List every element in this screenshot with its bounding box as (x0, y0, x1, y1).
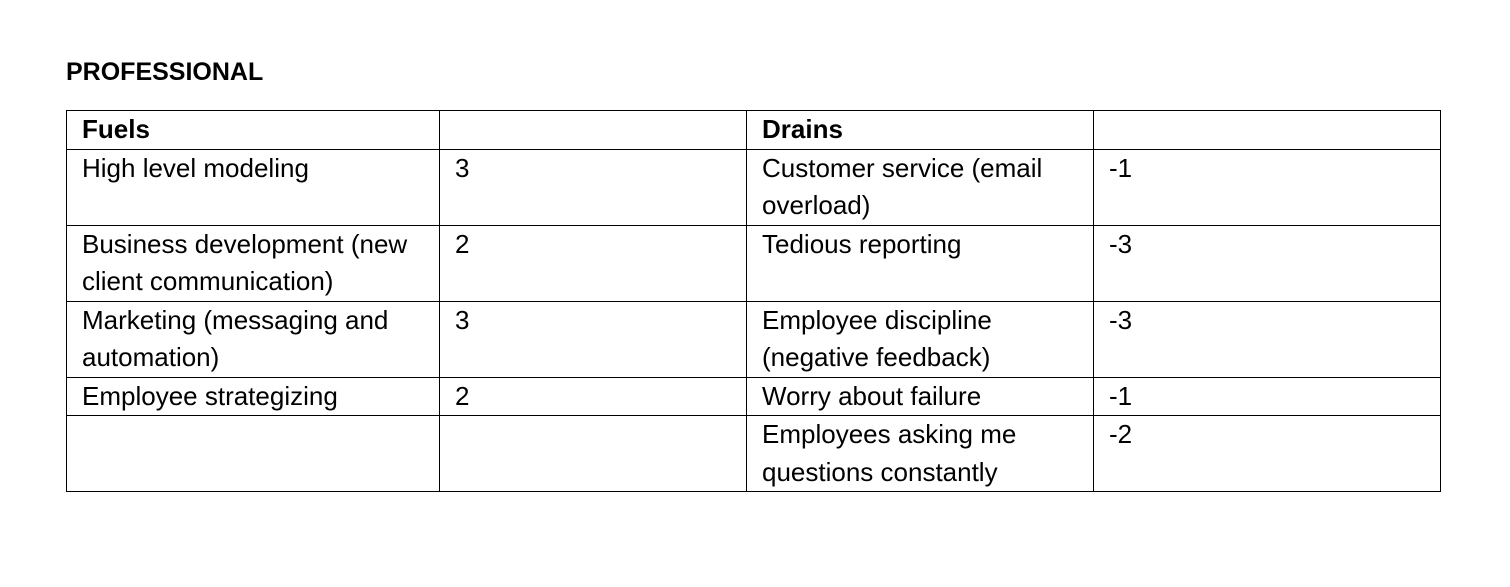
drain-cell: Customer service (email overload) (747, 149, 1094, 225)
fuel-score-cell: 2 (440, 225, 747, 301)
drains-header: Drains (747, 111, 1094, 150)
drain-cell: Employee discipline (negative feedback) (747, 301, 1094, 377)
fuel-cell: Employee strategizing (67, 377, 440, 416)
table-row (67, 301, 1441, 377)
drain-cell: Tedious reporting (747, 225, 1094, 301)
drain-score-cell: -1 (1094, 149, 1441, 225)
drain-cell: Employees asking me questions constantly (747, 416, 1094, 492)
fuels-header: Fuels (67, 111, 440, 150)
table-header-row (67, 111, 1441, 150)
table-row (67, 225, 1441, 301)
drain-cell: Worry about failure (747, 377, 1094, 416)
fuel-score-cell: 2 (440, 377, 747, 416)
fuel-cell: Marketing (messaging and automation) (67, 301, 440, 377)
fuel-score-cell (440, 416, 747, 492)
drain-score-cell: -1 (1094, 377, 1441, 416)
table-row (67, 377, 1441, 416)
drain-score-cell: -3 (1094, 301, 1441, 377)
table-row (67, 149, 1441, 225)
drain-score-cell: -3 (1094, 225, 1441, 301)
fuel-cell: Business development (new client communication) (67, 225, 440, 301)
fuels-drains-table (66, 110, 1441, 492)
fuel-cell: High level modeling (67, 149, 440, 225)
fuels-score-header (440, 111, 747, 150)
drains-score-header (1094, 111, 1441, 150)
drain-score-cell: -2 (1094, 416, 1441, 492)
fuel-cell (67, 416, 440, 492)
fuel-score-cell: 3 (440, 149, 747, 225)
table-row (67, 416, 1441, 492)
section-title: PROFESSIONAL (66, 58, 264, 86)
fuel-score-cell: 3 (440, 301, 747, 377)
